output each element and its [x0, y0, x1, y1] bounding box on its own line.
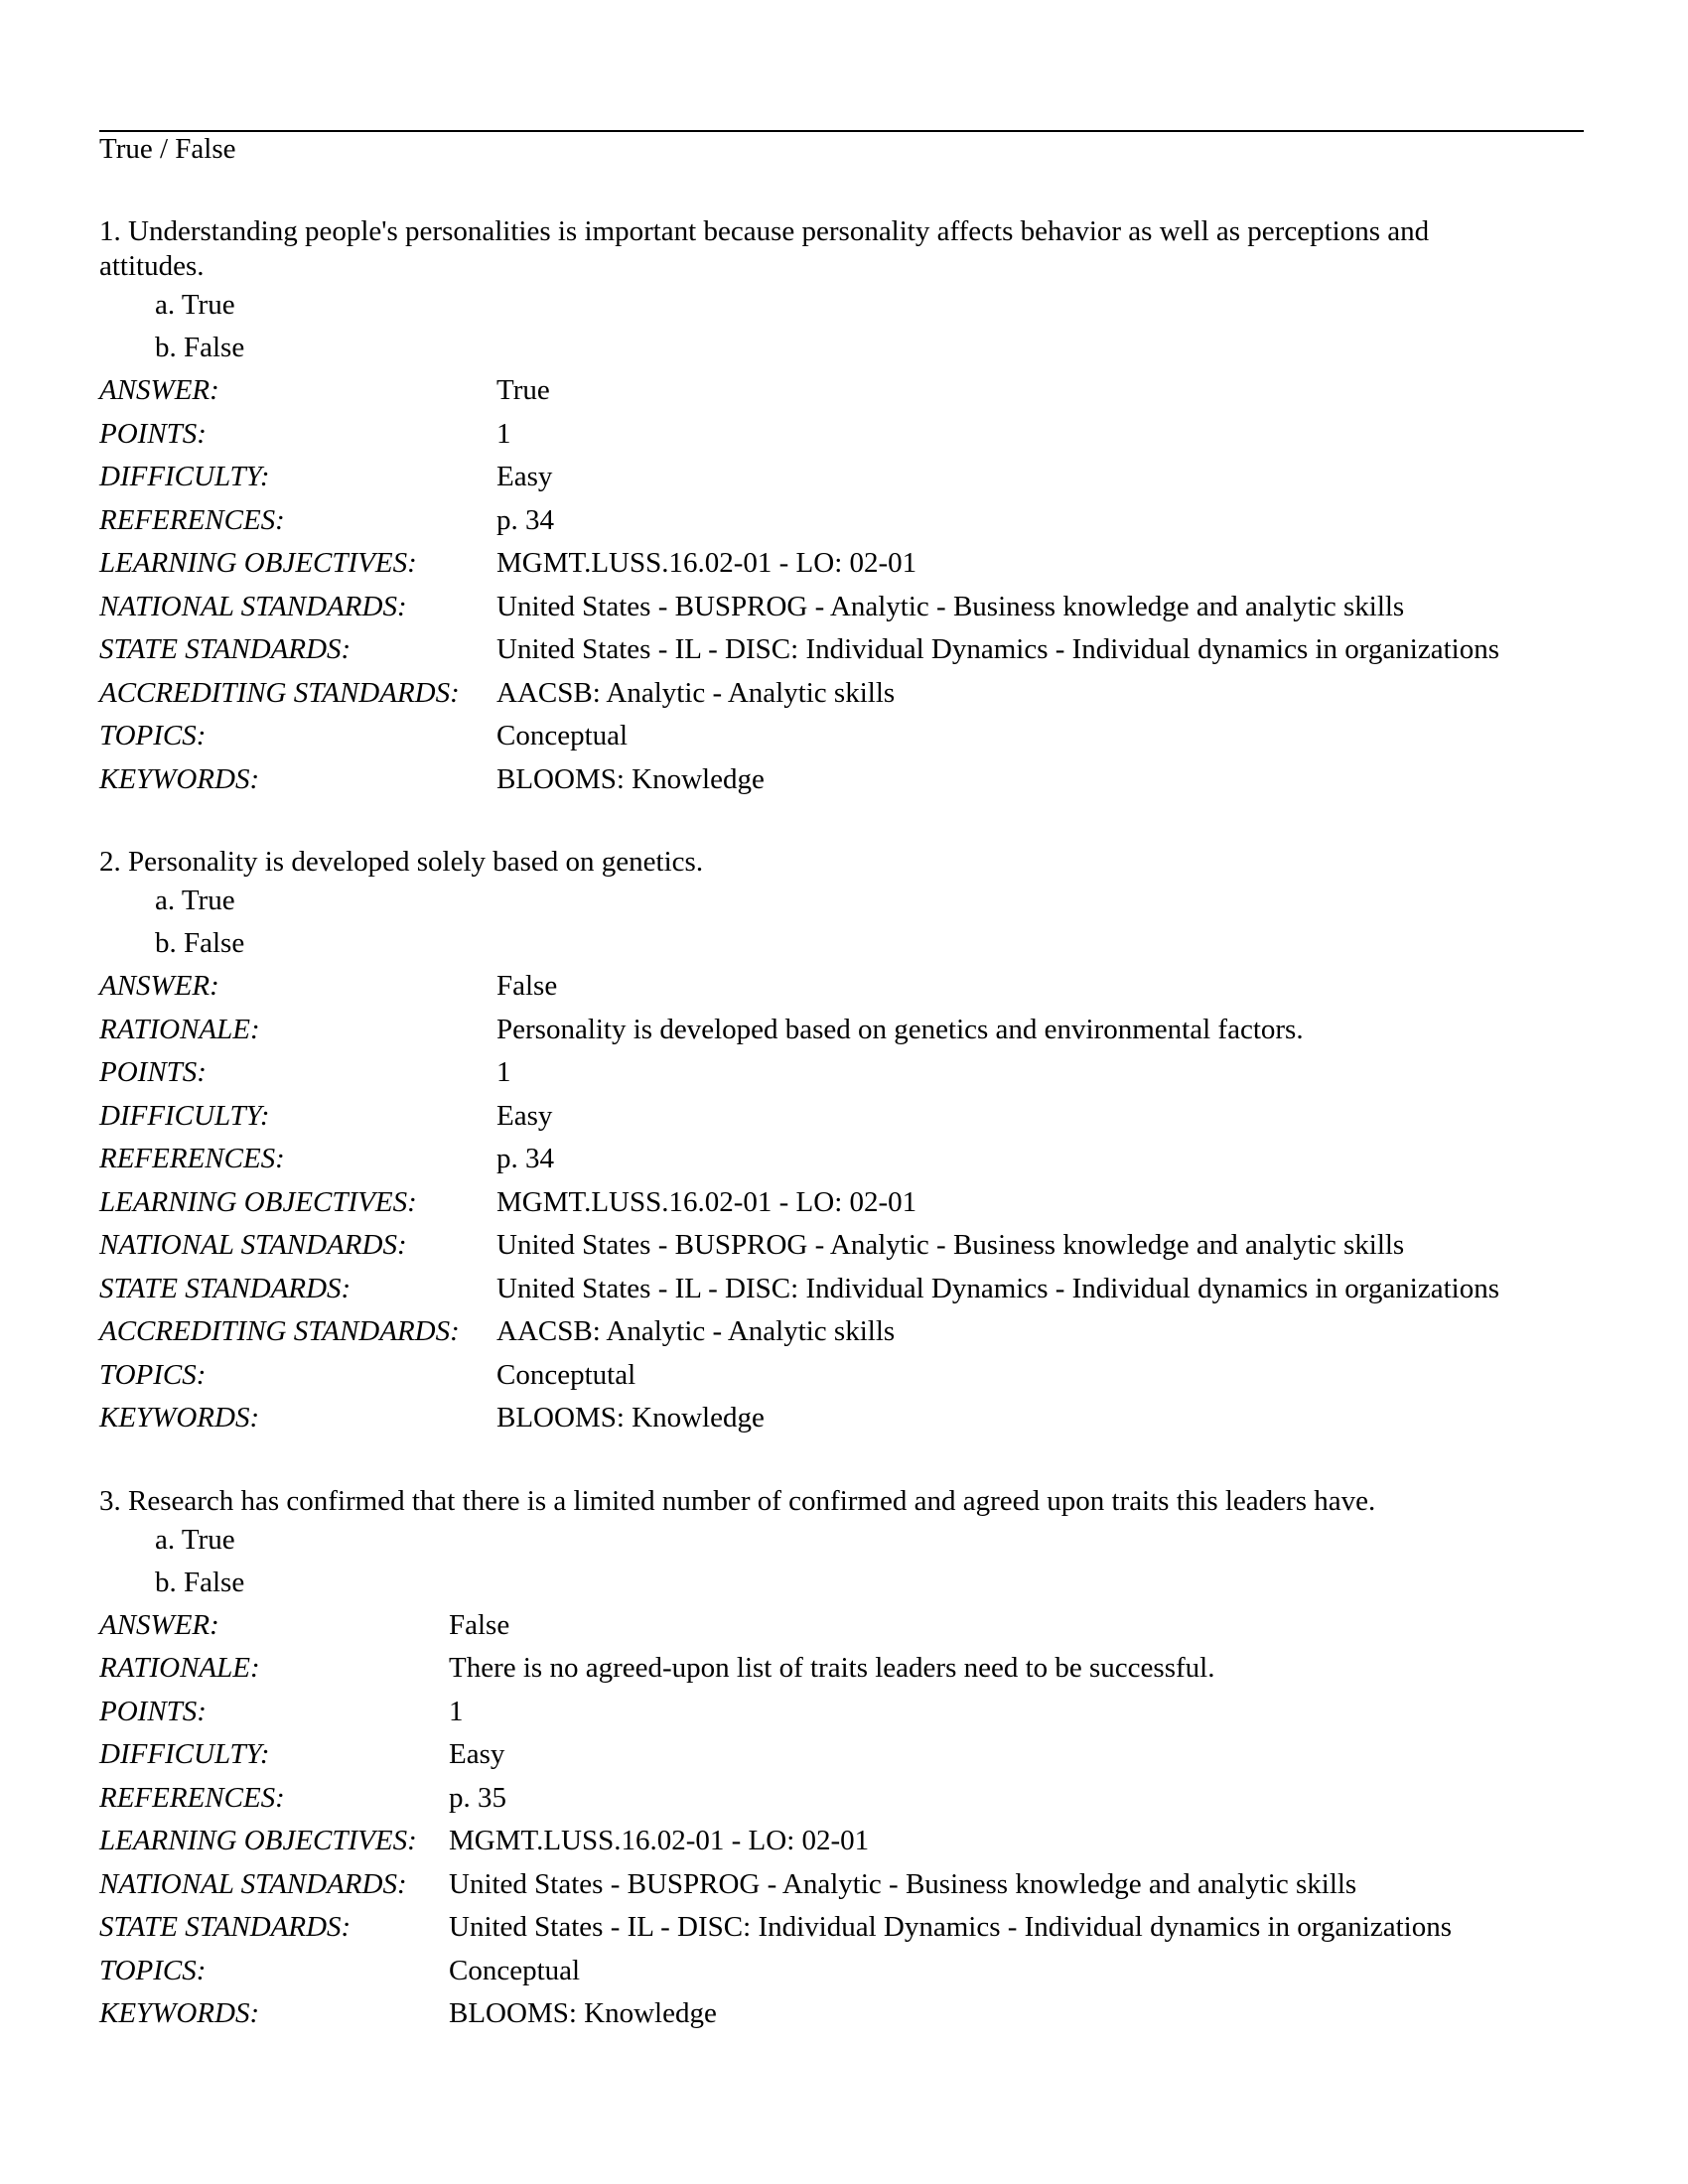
answer-choices [99, 1519, 1584, 1604]
metadata-value: 1 [449, 1695, 464, 1727]
metadata-label: REFERENCES: [99, 503, 285, 536]
metadata-label: POINTS: [99, 417, 207, 450]
metadata-row [99, 1268, 1499, 1311]
metadata-label: KEYWORDS: [99, 1997, 260, 2029]
metadata-value: False [449, 1608, 510, 1641]
metadata-table [99, 369, 1499, 801]
question-text: Research has confirmed that there is a limited number of confirmed and agreed upon traits this leaders have. [128, 1484, 1376, 1517]
metadata-row [99, 628, 1499, 672]
metadata-label: RATIONALE: [99, 1652, 260, 1684]
metadata-value: United States - IL - DISC: Individual Dynamics - Individual dynamics in organizations [496, 633, 1499, 665]
question-list [99, 214, 1584, 2036]
document-page [99, 130, 1584, 2036]
metadata-value: 1 [496, 1056, 511, 1088]
metadata-label: STATE STANDARDS: [99, 1911, 352, 1943]
question-text: Understanding people's personalities is important because personality affects behavior as well as perceptions and attitudes. [99, 215, 1430, 282]
metadata-label: TOPICS: [99, 720, 207, 751]
metadata-row [99, 1051, 1499, 1095]
metadata-value: True [496, 374, 550, 406]
metadata-value: MGMT.LUSS.16.02-01 - LO: 02-01 [449, 1825, 870, 1856]
question-2 [99, 845, 1584, 1440]
question-3 [99, 1484, 1584, 2036]
metadata-label: STATE STANDARDS: [99, 633, 352, 665]
metadata-value: AACSB: Analytic - Analytic skills [496, 1315, 896, 1347]
metadata-label: DIFFICULTY: [99, 461, 270, 492]
metadata-row [99, 1820, 1452, 1863]
metadata-row [99, 1777, 1452, 1821]
metadata-row [99, 1354, 1499, 1398]
metadata-table [99, 1604, 1452, 2036]
section-title: True / False [99, 133, 236, 165]
metadata-label: LEARNING OBJECTIVES: [99, 1825, 417, 1856]
metadata-row [99, 1310, 1499, 1354]
metadata-label: LEARNING OBJECTIVES: [99, 1185, 417, 1218]
metadata-label: ANSWER: [99, 970, 219, 1002]
metadata-label: NATIONAL STANDARDS: [99, 1867, 407, 1900]
metadata-label: NATIONAL STANDARDS: [99, 590, 407, 622]
question-stem [99, 845, 1529, 880]
metadata-label: POINTS: [99, 1695, 207, 1727]
question-number: 3. [99, 1484, 121, 1517]
answer-choice: b. False [155, 332, 245, 363]
metadata-label: RATIONALE: [99, 1013, 260, 1045]
metadata-label: DIFFICULTY: [99, 1099, 270, 1132]
metadata-label: ANSWER: [99, 1608, 219, 1641]
metadata-label: KEYWORDS: [99, 762, 260, 795]
metadata-value: p. 34 [496, 503, 554, 536]
question-number: 1. [99, 215, 121, 247]
metadata-label: ACCREDITING STANDARDS: [99, 1315, 460, 1347]
metadata-value: Easy [449, 1738, 505, 1770]
answer-choice: a. True [155, 885, 235, 916]
metadata-value: Easy [496, 1099, 553, 1132]
metadata-value: There is no agreed-upon list of traits leaders need to be successful. [449, 1652, 1215, 1684]
metadata-row [99, 499, 1499, 543]
answer-choice: a. True [155, 1523, 235, 1556]
metadata-row [99, 672, 1499, 716]
question-number: 2. [99, 846, 121, 878]
metadata-value: AACSB: Analytic - Analytic skills [496, 676, 896, 709]
question-stem [99, 214, 1529, 284]
metadata-label: REFERENCES: [99, 1781, 285, 1814]
metadata-label: DIFFICULTY: [99, 1738, 270, 1770]
metadata-value: BLOOMS: Knowledge [496, 762, 765, 795]
metadata-label: ACCREDITING STANDARDS: [99, 676, 460, 709]
answer-choices [99, 880, 1584, 965]
metadata-row [99, 1647, 1452, 1691]
metadata-label: REFERENCES: [99, 1143, 285, 1174]
metadata-row [99, 1009, 1499, 1052]
metadata-value: United States - BUSPROG - Analytic - Business knowledge and analytic skills [496, 590, 1405, 622]
metadata-row [99, 1604, 1452, 1648]
metadata-value: BLOOMS: Knowledge [496, 1402, 765, 1433]
metadata-label: LEARNING OBJECTIVES: [99, 547, 417, 579]
metadata-value: Conceptual [449, 1954, 581, 1986]
metadata-label: STATE STANDARDS: [99, 1272, 352, 1304]
question-stem [99, 1484, 1529, 1519]
metadata-row [99, 1397, 1499, 1440]
metadata-row [99, 1906, 1452, 1950]
answer-choice: b. False [155, 927, 245, 959]
metadata-label: POINTS: [99, 1056, 207, 1088]
metadata-value: United States - IL - DISC: Individual Dynamics - Individual dynamics in organizations [449, 1911, 1452, 1943]
question-text: Personality is developed solely based on genetics. [128, 846, 704, 878]
metadata-label: NATIONAL STANDARDS: [99, 1229, 407, 1261]
metadata-value: Personality is developed based on genetics and environmental factors. [496, 1013, 1304, 1045]
metadata-table [99, 965, 1499, 1440]
metadata-row [99, 586, 1499, 629]
metadata-row [99, 1950, 1452, 1993]
metadata-row [99, 369, 1499, 413]
metadata-value: p. 35 [449, 1781, 506, 1814]
metadata-label: TOPICS: [99, 1358, 207, 1391]
metadata-row [99, 1224, 1499, 1268]
metadata-value: False [496, 970, 558, 1002]
metadata-row [99, 1095, 1499, 1139]
metadata-label: TOPICS: [99, 1954, 207, 1986]
metadata-value: MGMT.LUSS.16.02-01 - LO: 02-01 [496, 547, 917, 579]
question-1 [99, 214, 1584, 801]
metadata-row [99, 715, 1499, 758]
metadata-row [99, 1863, 1452, 1907]
metadata-value: MGMT.LUSS.16.02-01 - LO: 02-01 [496, 1185, 917, 1218]
metadata-row [99, 965, 1499, 1009]
metadata-row [99, 542, 1499, 586]
metadata-value: Conceptual [496, 720, 629, 751]
metadata-value: p. 34 [496, 1143, 554, 1174]
answer-choice: a. True [155, 289, 235, 321]
metadata-value: Easy [496, 461, 553, 492]
metadata-row [99, 1138, 1499, 1181]
metadata-value: Conceptutal [496, 1358, 636, 1391]
metadata-row [99, 1181, 1499, 1225]
metadata-value: United States - BUSPROG - Analytic - Business knowledge and analytic skills [496, 1229, 1405, 1261]
metadata-value: BLOOMS: Knowledge [449, 1997, 717, 2029]
metadata-row [99, 456, 1499, 499]
metadata-value: United States - BUSPROG - Analytic - Business knowledge and analytic skills [449, 1867, 1357, 1900]
metadata-value: United States - IL - DISC: Individual Dynamics - Individual dynamics in organizations [496, 1272, 1499, 1304]
metadata-row [99, 413, 1499, 457]
metadata-row [99, 1691, 1452, 1734]
metadata-row [99, 1992, 1452, 2036]
metadata-label: KEYWORDS: [99, 1402, 260, 1433]
answer-choices [99, 284, 1584, 369]
metadata-row [99, 758, 1499, 802]
metadata-value: 1 [496, 417, 511, 450]
metadata-row [99, 1733, 1452, 1777]
metadata-label: ANSWER: [99, 374, 219, 406]
answer-choice: b. False [155, 1566, 245, 1598]
